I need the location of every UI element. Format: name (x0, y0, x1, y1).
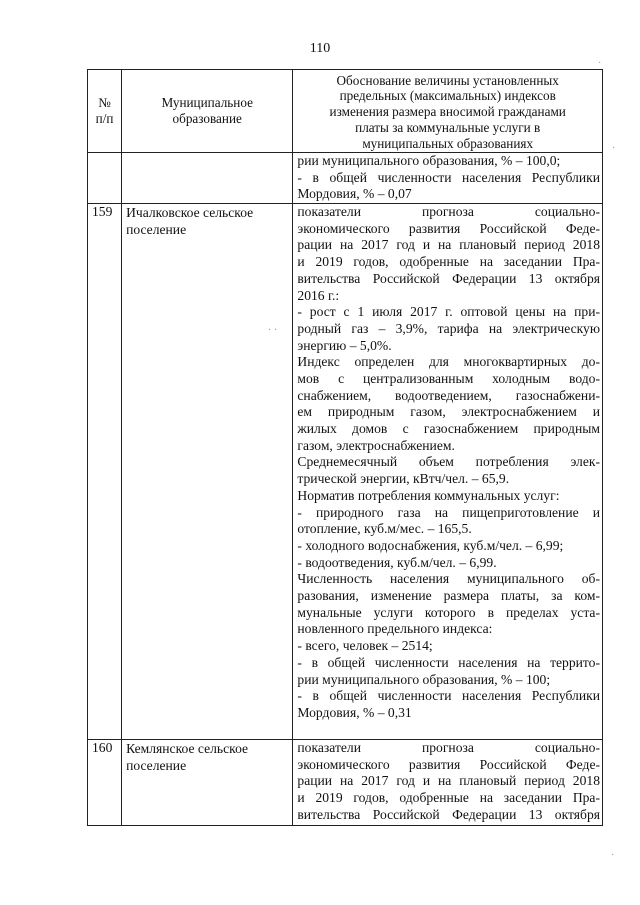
justification-line: новленного предельного индекса: (297, 621, 493, 637)
header-justification-line: муниципальных образованиях (362, 135, 534, 151)
table-row (88, 153, 603, 204)
row-municipality (122, 153, 293, 204)
scan-mark: · (611, 850, 615, 861)
table-row (88, 740, 603, 826)
justification-line: рации на 2017 год и на плановый период 2018 (297, 773, 600, 789)
justification-line: - в общей численности населения Республики (297, 169, 600, 185)
table-row (88, 204, 603, 740)
header-justification-line: платы за коммунальные услуги в (355, 119, 541, 135)
justification-line: Среднемесячный объем потребления элек- (297, 454, 600, 470)
justification-line: родный газ – 3,9%, тарифа на электрическую (297, 320, 600, 336)
justification-line: и 2019 годов, одобренные на заседании Пра- (297, 790, 600, 806)
header-justification (293, 70, 603, 153)
justification-line: Мордовия, % – 0,07 (297, 186, 412, 202)
header-justification-line: изменения размера вносимой гражданами (329, 104, 566, 120)
scan-mark: · · (268, 325, 278, 336)
justification-line: вительства Российской Федерации 13 октября (297, 806, 600, 822)
justification-line: показатели прогноза социально- (297, 740, 600, 756)
scan-mark: · (612, 143, 616, 154)
justification-line: Численность населения муниципального об- (297, 571, 600, 587)
justification-line: показатели прогноза социально- (297, 204, 600, 220)
justification-line: экономического развития Российской Феде- (297, 220, 600, 236)
justification-line: мов с централизованным холодным водо- (297, 371, 600, 386)
page-number: 110 (309, 41, 331, 56)
row-justification (293, 740, 603, 826)
justification-line: разования, изменение размера платы, за ком- (297, 588, 600, 604)
justification-line: Норматив потребления коммунальных услуг: (297, 487, 560, 503)
justification-line: - рост с 1 июля 2017 г. оптовой цены на при- (297, 304, 600, 320)
justification-line: - всего, человек – 2514; (297, 638, 433, 654)
justification-line: рии муниципального образования, % – 100,0; (297, 153, 561, 168)
justification-line: рии муниципального образования, % – 100; (297, 671, 551, 687)
table-header-row (88, 70, 603, 153)
justification-line: - водоотведения, куб.м/чел. – 6,99. (297, 554, 497, 570)
row-number: 160 (88, 740, 122, 826)
justification-line: энергию – 5,0%. (297, 337, 392, 353)
header-justification-line: предельных (максимальных) индексов (339, 88, 556, 104)
row-justification (293, 153, 603, 204)
justification-line: экономического развития Российской Феде- (297, 756, 600, 772)
justification-line: и 2019 годов, одобренные на заседании Пра- (297, 254, 600, 270)
justification-line: вительства Российской Федерации 13 октября (297, 270, 600, 286)
row-justification (293, 204, 603, 740)
scan-mark: · (598, 58, 602, 69)
row-number: 159 (88, 204, 122, 740)
justification-line: Индекс определен для многоквартирных до- (297, 354, 600, 370)
justification-line: трической энергии, кВтч/чел. – 65,9. (297, 471, 510, 487)
header-municipality-label: Муниципальное образование (161, 95, 253, 126)
justification-line: газом, электроснабжением. (297, 437, 455, 453)
justification-line: 2016 г.: (297, 287, 340, 303)
header-number (88, 70, 122, 153)
justification-line: отопление, куб.м/мес. – 165,5. (297, 521, 472, 537)
justification-line: ем природным газом, электроснабжением и (297, 404, 600, 420)
header-number-label: № п/п (95, 95, 114, 126)
justification-line: снабжением, водоотведением, газоснабжени- (297, 387, 600, 403)
header-justification-line: Обоснование величины установленных (336, 72, 559, 88)
justification-line: - холодного водоснабжения, куб.м/чел. – 6,99; (297, 537, 564, 553)
justification-line: - в общей численности населения на террито- (297, 654, 600, 670)
justification-line: рации на 2017 год и на плановый период 2018 (297, 237, 600, 253)
justification-line: - природного газа на пищеприготовление и (297, 504, 600, 520)
justification-line: Мордовия, % – 0,31 (297, 704, 412, 720)
row-municipality: Ичалковское сельское поселение (122, 204, 293, 740)
justification-line: мунальные услуги которого в пределах уста- (297, 604, 600, 620)
tariff-table (87, 69, 603, 826)
justification-line: - в общей численности населения Республики (297, 688, 600, 704)
row-number (88, 153, 122, 204)
row-municipality: Кемлянское сельское поселение (122, 740, 293, 826)
header-municipality (122, 70, 293, 153)
justification-line: жилых домов с газоснабжением природным (297, 421, 600, 437)
